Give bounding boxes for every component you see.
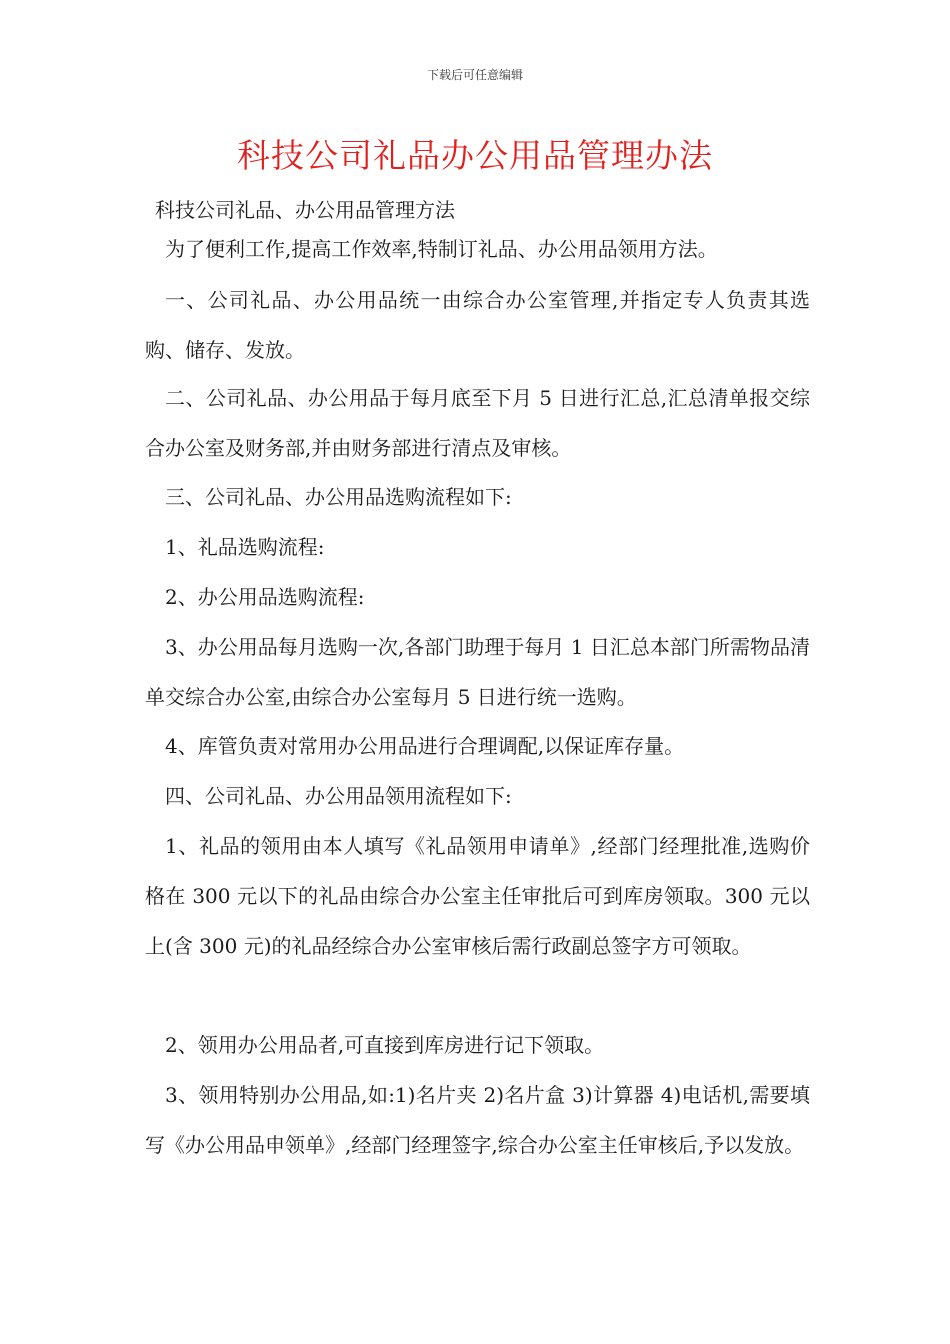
paragraph-item-3-4: 4、库管负责对常用办公用品进行合理调配,以保证库存量。	[165, 734, 685, 758]
paragraph-item-3-3: 3、办公用品每月选购一次,各部门助理于每月 1 日汇总本部门所需物品清单交综合办公室,由综合办公室每月 5 日进行统一选购。	[145, 635, 810, 709]
paragraph-section-3: 三、公司礼品、办公用品选购流程如下:	[165, 485, 512, 509]
paragraph-item-4-2: 2、领用办公用品者,可直接到库房进行记下领取。	[165, 1033, 605, 1057]
subtitle-paragraph: 科技公司礼品、办公用品管理方法	[155, 198, 455, 222]
paragraph-section-1: 一、公司礼品、办公用品统一由综合办公室管理,并指定专人负责其选购、储存、发放。	[145, 288, 810, 362]
paragraph-item-4-1: 1、礼品的领用由本人填写《礼品领用申请单》,经部门经理批准,选购价格在 300 元以下的礼品由综合办公室主任审批后可到库房领取。300 元以上(含 300 元)的礼品经综合办公室审核后需行政副总签字方可领取。	[145, 834, 810, 958]
document-title: 科技公司礼品办公用品管理办法	[237, 136, 713, 175]
paragraph-section-4: 四、公司礼品、办公用品领用流程如下:	[165, 784, 512, 808]
paragraph-section-2: 二、公司礼品、办公用品于每月底至下月 5 日进行汇总,汇总清单报交综合办公室及财务部,并由财务部进行清点及审核。	[145, 386, 810, 460]
header-note: 下载后可任意编辑	[426, 68, 523, 82]
paragraph-item-3-2: 2、办公用品选购流程:	[165, 585, 365, 609]
paragraph-item-3-1: 1、礼品选购流程:	[165, 535, 325, 559]
paragraph-item-4-3: 3、领用特别办公用品,如:1)名片夹 2)名片盒 3)计算器 4)电话机,需要填写《办公用品申领单》,经部门经理签字,综合办公室主任审核后,予以发放。	[145, 1083, 810, 1157]
paragraph-intro: 为了便利工作,提高工作效率,特制订礼品、办公用品领用方法。	[165, 237, 718, 261]
